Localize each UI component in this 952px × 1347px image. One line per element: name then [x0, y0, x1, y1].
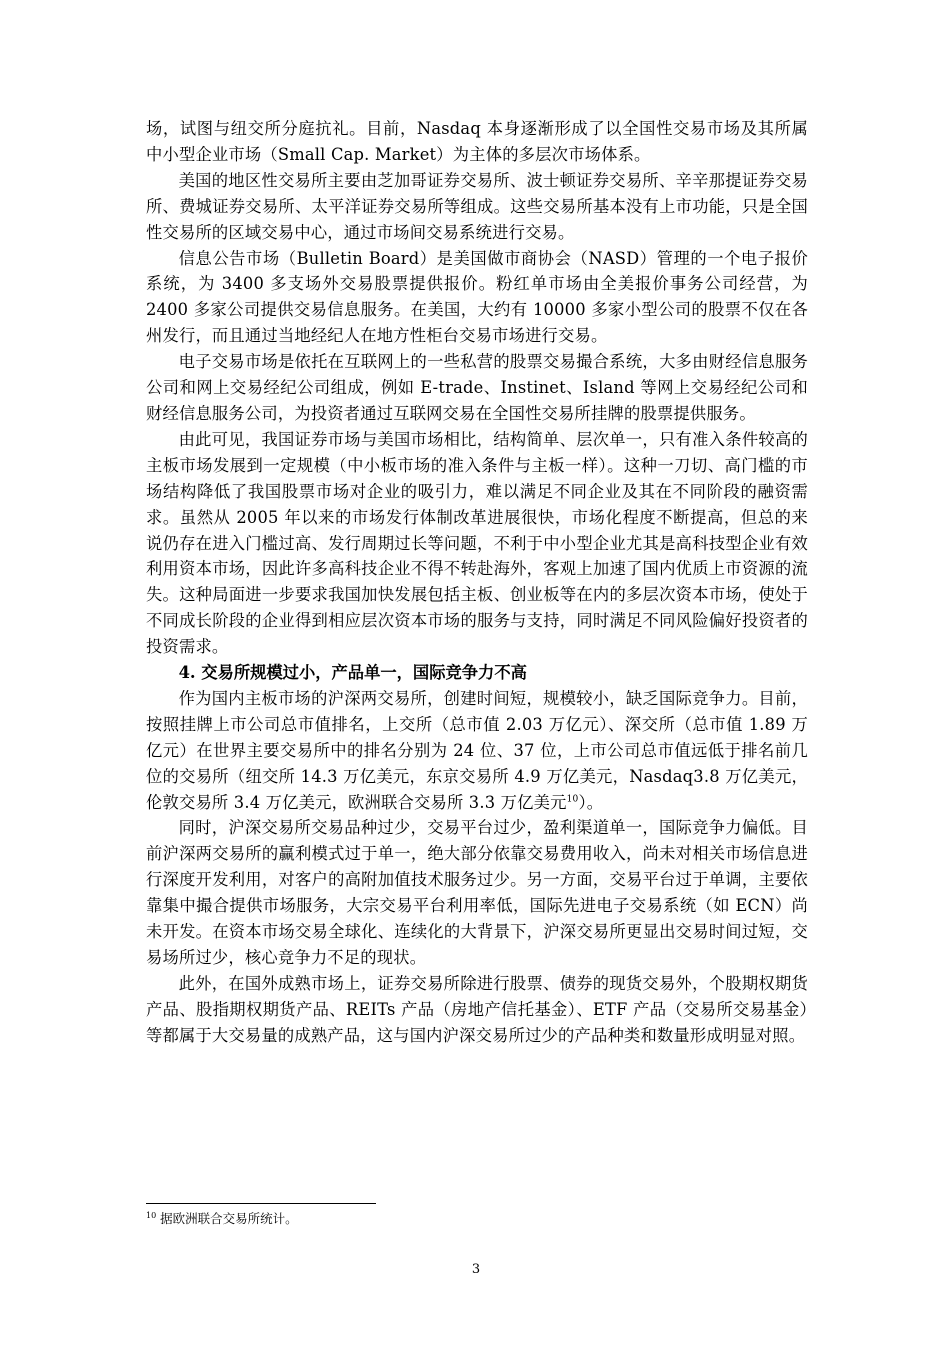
paragraph-text: 作为国内主板市场的沪深两交易所，创建时间短，规模较小，缺乏国际竞争力。目前，按照挂牌上市公司总市值排名，上交所（总市值 2.03 万亿元）、深交所（总市值 1.89 万亿元）在世界主要交易所中的排名分别为 24 位、37 位，上市公司总市值远低于排名前几位的交易所（纽交所 14.3 万亿美元，东京交易所 4.9 万亿美元，Nasdaq3.8 万亿美元，伦敦交易所 3.4 万亿美元，欧洲联合交易所 3.3 万亿美元: [146, 688, 808, 812]
paragraph: 场，试图与纽交所分庭抗礼。目前，Nasdaq 本身逐渐形成了以全国性交易市场及其所属中小型企业市场（Small Cap. Market）为主体的多层次市场体系。: [146, 119, 808, 164]
page-number: 3: [471, 1262, 481, 1277]
paragraph: 电子交易市场是依托在互联网上的一些私营的股票交易撮合系统，大多由财经信息服务公司和网上交易经纪公司组成，例如 E-trade、Instinet、Island 等网上交易经纪公司和财经信息服务公司，为投资者通过互联网交易在全国性交易所挂牌的股票提供服务。: [146, 352, 808, 423]
paragraph: [146, 686, 808, 816]
paragraph: 此外，在国外成熟市场上，证券交易所除进行股票、债券的现货交易外，个股期权期货产品、股指期权期货产品、REITs 产品（房地产信托基金）、ETF 产品（交易所交易基金）等都属于大交易量的成熟产品，这与国内沪深交易所过少的产品种类和数量形成明显对照。: [146, 973, 808, 1045]
footnote-reference[interactable]: 10: [566, 794, 579, 805]
footnote-separator: [146, 1203, 376, 1204]
paragraph: 美国的地区性交易所主要由芝加哥证券交易所、波士顿证券交易所、辛辛那提证券交易所、费城证券交易所、太平洋证券交易所等组成。这些交易所基本没有上市功能，只是全国性交易所的区域交易中心，通过市场间交易系统进行交易。: [146, 170, 808, 242]
section-heading: 4. 交易所规模过小，产品单一，国际竞争力不高: [178, 663, 527, 683]
paragraph: 信息公告市场（Bulletin Board）是美国做市商协会（NASD）管理的一个电子报价系统，为 3400 多支场外交易股票提供报价。粉红单市场由全美报价事务公司经营，为 2400 多家公司提供交易信息服务。在美国，大约有 10000 多家小型公司的股票不仅在各州发行，而且通过当地经纪人在地方性柜台交易市场进行交易。: [146, 248, 808, 346]
footnote-text: 据欧洲联合交易所统计。: [160, 1211, 298, 1226]
document-body: [146, 116, 808, 1049]
footnote-mark: 10: [146, 1210, 157, 1220]
paragraph: 由此可见，我国证券市场与美国市场相比，结构简单、层次单一，只有准入条件较高的主板市场发展到一定规模（中小板市场的准入条件与主板一样）。这种一刀切、高门槛的市场结构降低了我国股票市场对企业的吸引力，难以满足不同企业及其在不同阶段的融资需求。虽然从 2005 年以来的市场发行体制改革进展很快，市场化程度不断提高，但总的来说仍存在进入门槛过高、发行周期过长等问题，不利于中小型企业尤其是高科技型企业有效利用资本市场，因此许多高科技企业不得不转赴海外，客观上加速了国内优质上市资源的流失。这种局面进一步要求我国加快发展包括主板、创业板等在内的多层次资本市场，使处于不同成长阶段的企业得到相应层次资本市场的服务与支持，同时满足不同风险偏好投资者的投资需求。: [146, 429, 808, 657]
paragraph: 同时，沪深交易所交易品种过少，交易平台过少，盈利渠道单一，国际竞争力偏低。目前沪深两交易所的赢利模式过于单一，绝大部分依靠交易费用收入，尚未对相关市场信息进行深度开发利用，对客户的高附加值技术服务过少。另一方面，交易平台过于单调，主要依靠集中撮合提供市场服务，大宗交易平台利用率低，国际先进电子交易系统（如 ECN）尚未开发。在资本市场交易全球化、连续化的大背景下，沪深交易所更显出交易时间过短，交易场所过少，核心竞争力不足的现状。: [146, 818, 808, 967]
footnote: [146, 1210, 298, 1228]
paragraph-text-end: ）。: [578, 792, 604, 812]
